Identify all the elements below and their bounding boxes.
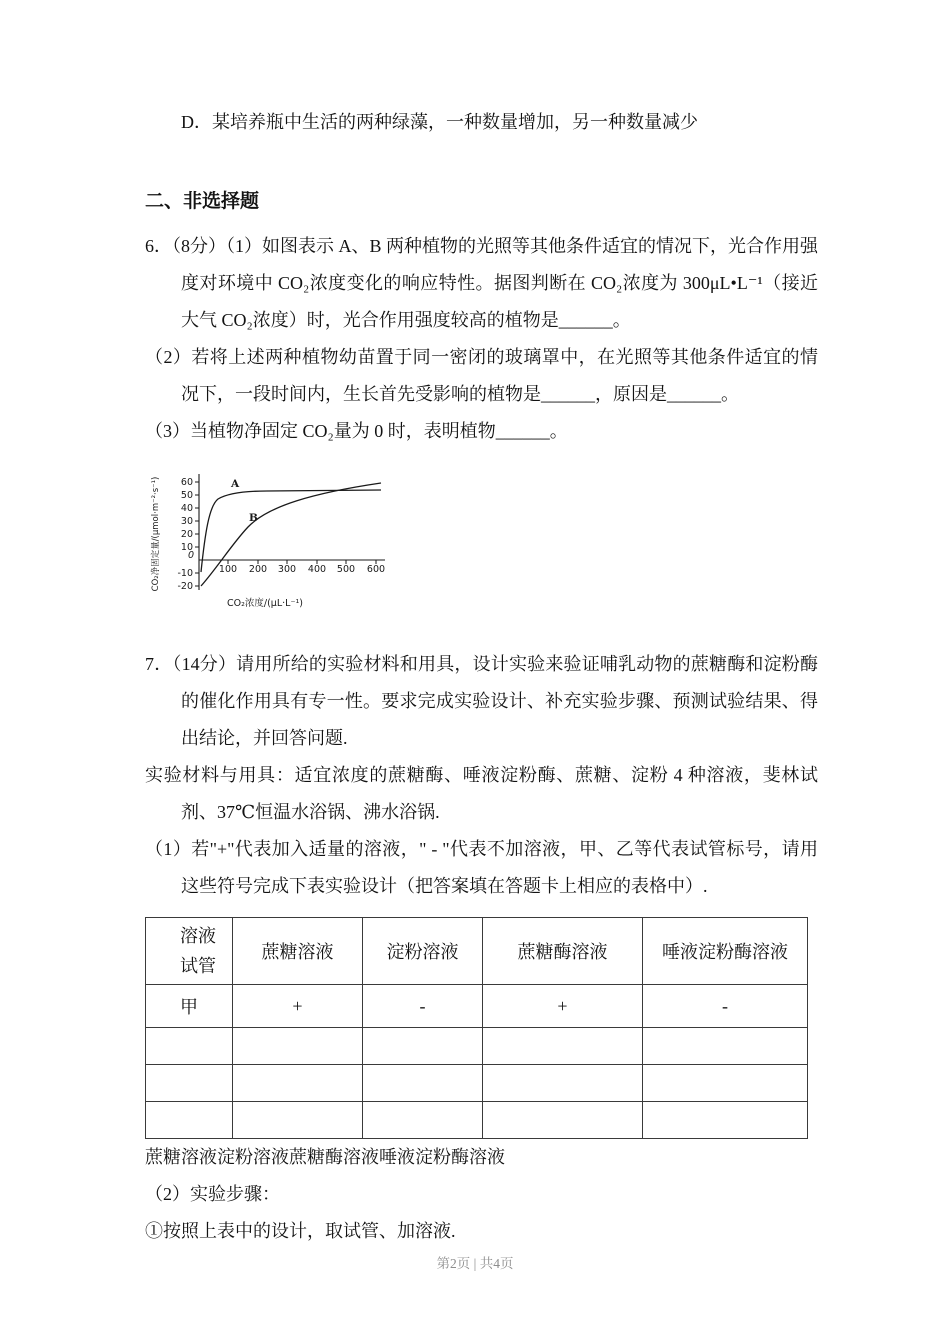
- row-jia-label: 甲: [146, 985, 233, 1028]
- table-empty-cell: [233, 1065, 363, 1102]
- table-empty-cell: [146, 1028, 233, 1065]
- table-empty-cell: [363, 1028, 483, 1065]
- row-jia-starch: -: [363, 985, 483, 1028]
- x-axis-label: CO₂浓度/(μL·L⁻¹): [226, 598, 304, 609]
- table-empty-row: [146, 1065, 808, 1102]
- table-empty-cell: [146, 1065, 233, 1102]
- table-empty-cell: [483, 1065, 643, 1102]
- table-empty-cell: [483, 1102, 643, 1139]
- y-tick-20: 20: [180, 529, 193, 540]
- table-empty-cell: [233, 1102, 363, 1139]
- table-empty-cell: [643, 1065, 808, 1102]
- curve-a-label: A: [231, 478, 240, 490]
- x-tick-100: 100: [218, 564, 238, 575]
- y-tick-50: 50: [180, 490, 193, 501]
- table-empty-cell: [146, 1102, 233, 1139]
- co2-response-figure: [147, 456, 818, 636]
- experiment-design-table: [145, 917, 808, 1139]
- section-title-non-choice: 二、非选择题: [145, 191, 260, 212]
- table-row-jia: [146, 985, 808, 1028]
- step-1-text: ①按照上表中的设计，取试管、加溶液.: [145, 1221, 456, 1241]
- x-tick-500: 500: [336, 564, 356, 575]
- y-tick-40: 40: [180, 503, 193, 514]
- question-6-intro: 6．（8分）（1）如图表示 A、B 两种植物的光照等其他条件适宜的情况下，光合作用强度对环境中 CO₂浓度变化的响应特性。据图判断在 CO₂浓度为 300μL•L⁻¹（接近大气 CO₂浓度）时，光合作用强度较高的植物是______。: [145, 236, 819, 330]
- question-7-materials: 实验材料与用具：适宜浓度的蔗糖酶、唾液淀粉酶、蔗糖、淀粉 4 种溶液，斐林试剂、37℃恒温水浴锅、沸水浴锅.: [145, 765, 818, 822]
- question-6-part2: （2）若将上述两种植物幼苗置于同一密闭的玻璃罩中，在光照等其他条件适宜的情况下，一段时间内，生长首先受影响的植物是______，原因是______。: [145, 347, 818, 404]
- y-tick-60: 60: [180, 477, 193, 488]
- page-footer: 第2页 | 共4页: [436, 1256, 514, 1271]
- row-jia-amylase: -: [643, 985, 808, 1028]
- y-tick-neg20: -20: [177, 581, 193, 592]
- question-7-part1: （1）若"+"代表加入适量的溶液，" - "代表不加溶液，甲、乙等代表试管标号，请用这些符号完成下表实验设计（把答案填在答题卡上相应的表格中）.: [145, 839, 818, 896]
- table-empty-cell: [363, 1102, 483, 1139]
- table-empty-row: [146, 1102, 808, 1139]
- table-empty-cell: [363, 1065, 483, 1102]
- header-starch-solution: 淀粉溶液: [363, 918, 483, 985]
- y-tick-10: 10: [180, 542, 193, 553]
- table-empty-cell: [643, 1102, 808, 1139]
- header-sucrase-solution: 蔗糖酶溶液: [483, 918, 643, 985]
- y-tick-30: 30: [180, 516, 193, 527]
- x-tick-400: 400: [307, 564, 327, 575]
- table-empty-cell: [483, 1028, 643, 1065]
- question-7-part2: （2）实验步骤：: [145, 1184, 280, 1204]
- question-6-part3: （3）当植物净固定 CO₂量为 0 时，表明植物______。: [145, 421, 568, 441]
- table-empty-cell: [233, 1028, 363, 1065]
- corner-solution-label: 溶液: [180, 926, 216, 946]
- row-jia-sucrose: +: [233, 985, 363, 1028]
- table-empty-row: [146, 1028, 808, 1065]
- row-jia-sucrase: +: [483, 985, 643, 1028]
- origin-zero-label: 0: [187, 550, 194, 561]
- table-caption: 蔗糖溶液淀粉溶液蔗糖酶溶液唾液淀粉酶溶液: [145, 1147, 505, 1167]
- question-7-intro: 7．（14分）请用所给的实验材料和用具，设计实验来验证哺乳动物的蔗糖酶和淀粉酶的催化作用具有专一性。要求完成实验设计、补充实验步骤、预测试验结果、得出结论，并回答问题.: [145, 654, 818, 748]
- x-tick-600: 600: [366, 564, 386, 575]
- y-axis-label: CO₂净固定量/(μmol·m⁻²·s⁻¹): [151, 476, 161, 592]
- x-tick-300: 300: [277, 564, 297, 575]
- co2-response-chart: [147, 456, 407, 636]
- table-corner-cell: [146, 918, 233, 985]
- corner-tube-label: 试管: [180, 956, 216, 976]
- x-tick-200: 200: [248, 564, 268, 575]
- header-sucrose-solution: 蔗糖溶液: [233, 918, 363, 985]
- option-d: D．某培养瓶中生活的两种绿藻，一种数量增加，另一种数量减少: [181, 112, 698, 132]
- y-tick-neg10: -10: [177, 568, 193, 579]
- header-amylase-solution: 唾液淀粉酶溶液: [643, 918, 808, 985]
- curve-b-label: B: [249, 512, 258, 524]
- table-header-row: [146, 918, 808, 985]
- table-empty-cell: [643, 1028, 808, 1065]
